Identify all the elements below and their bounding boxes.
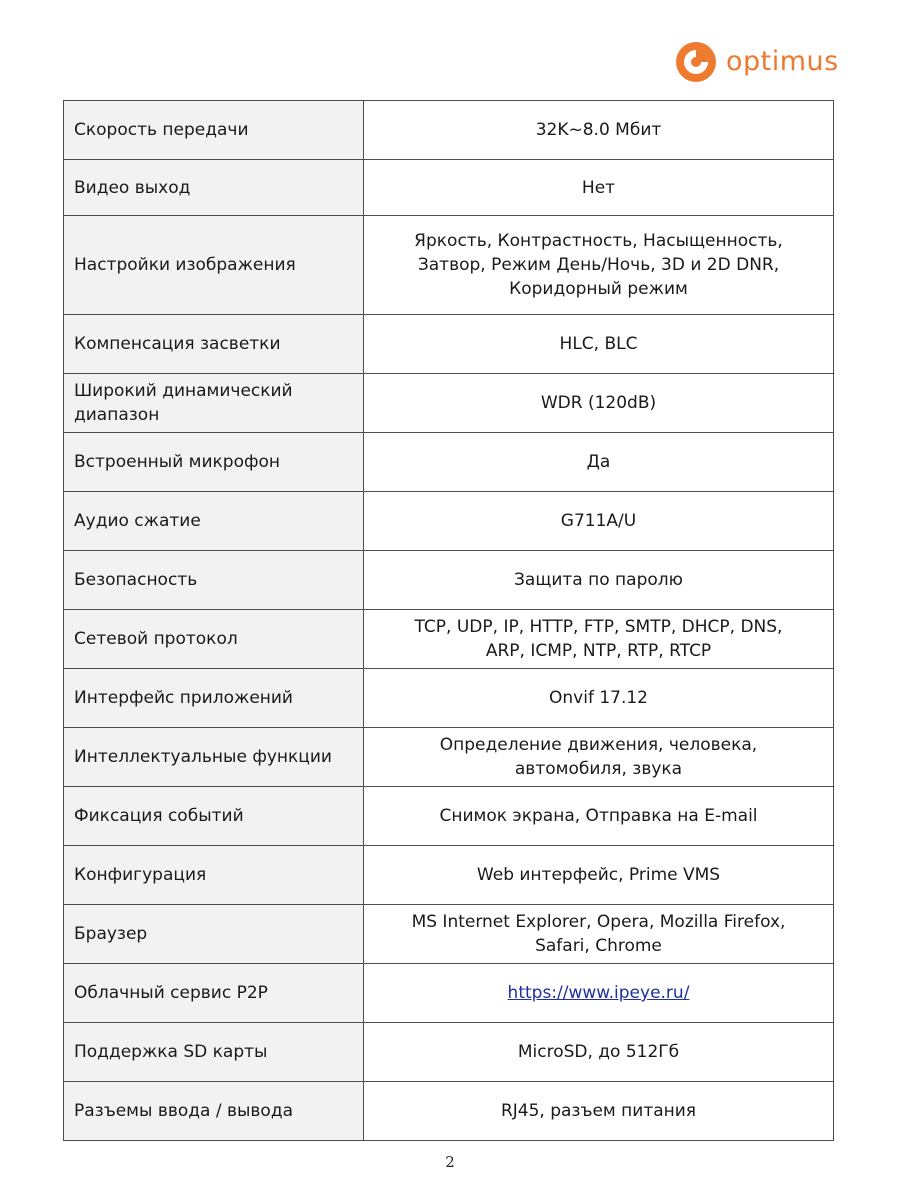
spec-label-text: Браузер (74, 924, 148, 944)
spec-label (64, 787, 364, 846)
spec-value-text: 32K~8.0 Мбит (535, 120, 662, 140)
spec-table-body (64, 101, 834, 1141)
spec-label (64, 905, 364, 964)
spec-value-text: Да (586, 452, 611, 472)
spec-value (364, 216, 834, 315)
spec-value (364, 492, 834, 551)
spec-value (364, 1082, 834, 1141)
spec-value-text: TCP, UDP, IP, HTTP, FTP, SMTP, DHCP, DNS, ARP, ICMP, NTP, RTP, RTCP (414, 617, 783, 661)
spec-row (64, 315, 834, 374)
spec-label-text: Поддержка SD карты (74, 1042, 268, 1062)
spec-label-text: Конфигурация (74, 865, 207, 885)
spec-value-text: MicroSD, до 512Гб (517, 1042, 680, 1062)
spec-value-text: Яркость, Контрастность, Насыщенность, Затвор, Режим День/Ночь, 3D и 2D DNR, Коридорный режим (414, 231, 783, 299)
spec-value (364, 160, 834, 216)
spec-row (64, 787, 834, 846)
spec-value-text: Определение движения, человека, автомобиля, звука (439, 735, 758, 779)
p2p-service-link[interactable]: https://www.ipeye.ru/ (507, 983, 690, 1003)
spec-value-text: Web интерфейс, Prime VMS (476, 865, 721, 885)
spec-value (364, 610, 834, 669)
spec-row (64, 492, 834, 551)
spec-row (64, 101, 834, 160)
spec-label-text: Аудио сжатие (74, 511, 201, 531)
spec-label-text: Сетевой протокол (74, 629, 238, 649)
spec-row (64, 1082, 834, 1141)
spec-value (364, 551, 834, 610)
brand-logo (674, 40, 839, 84)
spec-label (64, 315, 364, 374)
spec-row (64, 1023, 834, 1082)
spec-row (64, 610, 834, 669)
spec-label (64, 846, 364, 905)
spec-value (364, 905, 834, 964)
spec-label (64, 610, 364, 669)
spec-label-text: Разъемы ввода / вывода (74, 1101, 294, 1121)
spec-row (64, 905, 834, 964)
page-number: 2 (445, 1153, 455, 1171)
spec-label (64, 728, 364, 787)
spec-row (64, 669, 834, 728)
spec-label-text: Широкий динамический диапазон (74, 381, 293, 425)
spec-label (64, 551, 364, 610)
spec-value-text: G711A/U (560, 511, 637, 531)
spec-value (364, 669, 834, 728)
spec-label (64, 964, 364, 1023)
spec-value (364, 315, 834, 374)
spec-label-text: Настройки изображения (74, 255, 296, 275)
spec-value-text: RJ45, разъем питания (500, 1101, 697, 1121)
spec-row (64, 551, 834, 610)
spec-label-text: Интеллектуальные функции (74, 747, 332, 767)
spec-row (64, 160, 834, 216)
spec-label (64, 101, 364, 160)
spec-value (364, 374, 834, 433)
spec-label (64, 216, 364, 315)
spec-row (64, 728, 834, 787)
optimus-logo-icon (674, 40, 718, 84)
spec-row (64, 846, 834, 905)
spec-value (364, 964, 834, 1023)
spec-label (64, 669, 364, 728)
spec-value (364, 846, 834, 905)
spec-value (364, 1023, 834, 1082)
spec-label-text: Облачный сервис P2P (74, 983, 268, 1003)
spec-value-text: Нет (581, 177, 616, 198)
spec-label (64, 374, 364, 433)
spec-label-text: Интерфейс приложений (74, 688, 293, 708)
spec-value-text: HLC, BLC (559, 334, 638, 354)
spec-row (64, 374, 834, 433)
spec-value (364, 101, 834, 160)
spec-value-text: Защита по паролю (514, 570, 683, 590)
spec-label (64, 1082, 364, 1141)
spec-label-text: Скорость передачи (74, 120, 249, 140)
spec-label-text: Видео выход (74, 177, 191, 198)
spec-value-text: WDR (120dB) (540, 393, 657, 413)
spec-value-text: MS Internet Explorer, Opera, Mozilla Firefox, Safari, Chrome (411, 912, 786, 956)
spec-label (64, 492, 364, 551)
spec-value (364, 433, 834, 492)
brand-name: optimus (726, 45, 839, 77)
spec-label-text: Фиксация событий (74, 806, 244, 826)
spec-table (63, 100, 834, 1141)
spec-row (64, 216, 834, 315)
spec-value-text: Onvif 17.12 (549, 688, 648, 708)
spec-label-text: Встроенный микрофон (74, 452, 281, 472)
spec-label-text: Компенсация засветки (74, 334, 281, 354)
spec-label (64, 160, 364, 216)
spec-label (64, 1023, 364, 1082)
spec-label-text: Безопасность (74, 570, 198, 590)
spec-row (64, 964, 834, 1023)
spec-value (364, 728, 834, 787)
spec-value (364, 787, 834, 846)
spec-row (64, 433, 834, 492)
spec-value-text: Снимок экрана, Отправка на E-mail (439, 806, 758, 826)
spec-label (64, 433, 364, 492)
